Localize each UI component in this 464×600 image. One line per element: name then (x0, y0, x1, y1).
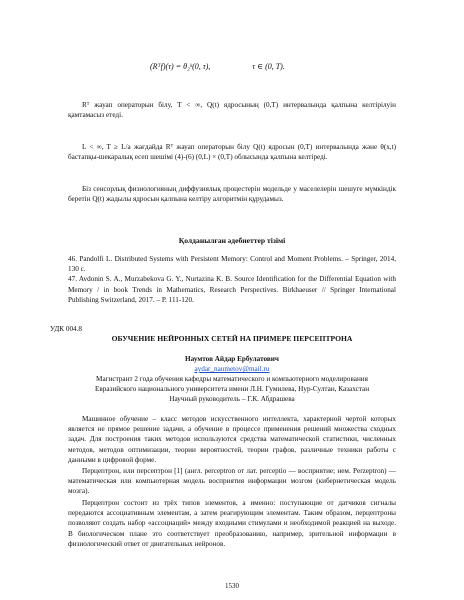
paragraph-reconstruction: L < ∞, T ≥ L/a жағдайда Rᵀ жауап операторын білу Q(t) ядросын (0,T) интервалында және θ(x,t) бастапқы-шекаралық есеп шешімі (4)-(6) (0,L) × (0,T) облысында қалпына келтіреді. (68, 143, 396, 162)
author-email[interactable] (68, 364, 396, 374)
paragraph-response-operator: Rᵀ жауап операторын білу, T < ∞, Q(t) ядросының (0,T) интервалында қалпына келтірілуін қамтамасыз етеді. (68, 101, 396, 120)
affiliation-line-2: Евразийского национального университета имени Л.Н. Гумилева, Нур-Султан, Казахстан (94, 385, 370, 393)
author-name: Наумтов Айдар Ербулатович (185, 355, 279, 363)
affiliation-line-1: Магистрант 2 года обучения кафедры математического и компьютерного моделирования (96, 375, 368, 383)
supervisor: Научный руководитель – Г.К. Абдрашева (169, 395, 295, 403)
paragraph-perceptron-structure: Перцептрон состоит из трёх типов элементов, а именно: поступающие от датчиков сигналы передаются ассоциативным элементам, а затем реагирующим элементам. Таким образом, перцептроны позволяют создать набор «ассоциаций» между входными стимулами и необходимой реакцией на выходе. В биологическом плане это соответствует преобразованию, например, зрительной информации в физиологический ответ от двигательных нейронов. (68, 499, 396, 548)
formula-expression: (Rᵀf)(τ) = θ₂ᵏ(0, τ), (150, 62, 211, 71)
paragraph-algorithm: Біз сенсорлық физиологияның диффузиялық процестерін модельде у маселелерін шешуге мүмкіндік беретін Q(t) жадылы ядросын қалпына келтіру алгоритмін құрудамыз. (68, 185, 396, 204)
formula (150, 62, 285, 71)
references-list (68, 254, 396, 305)
formula-condition: τ ∈ (0, T). (252, 62, 285, 71)
paragraph-perceptron-definition: Перцептрон, или персептрон [1] (англ. perceptron от лат. perceptio — восприятие; нем. Perzeptron) — математическая или компьютерная модель восприятия информации мозгом (кибернетическая модель мозга). (68, 467, 396, 496)
reference-item: 47. Avdonin S. A., Murzabekova G. Y., Nurtazina K. B. Source Identification for the Differential Equation with Memory / in book Trends in Mathematics, Research Perspectives. Birkhaeuser // Springer International Publishing Switzerland, 2017. – P. 111-120. (68, 275, 396, 304)
reference-item: 46. Pandolfi L. Distributed Systems with Persistent Memory: Control and Moment Problems. – Springer, 2014, 130 c. (68, 255, 396, 274)
references-title: Қолданылған әдебиеттер тізімі (178, 236, 286, 245)
udk-code: УДК 004.8 (50, 325, 83, 333)
article-title: ОБУЧЕНИЕ НЕЙРОННЫХ СЕТЕЙ НА ПРИМЕРЕ ПЕРСЕПТРОНА (111, 334, 353, 343)
page-number: 1530 (225, 582, 239, 590)
paragraph-machine-learning: Машинное обучение – класс методов искусственного интеллекта, характерной чертой которых является не прямое решение задачи, а обучение в процессе применения решений множества сходных задач. Для построения таких методов используются средства математической статистики, численных методов, методов оптимизации, теории вероятностей, теории графов, различные техники работы с данными в цифровой форме. (68, 415, 396, 464)
email-link[interactable]: aydar_naumetov@mail.ru (194, 365, 270, 373)
